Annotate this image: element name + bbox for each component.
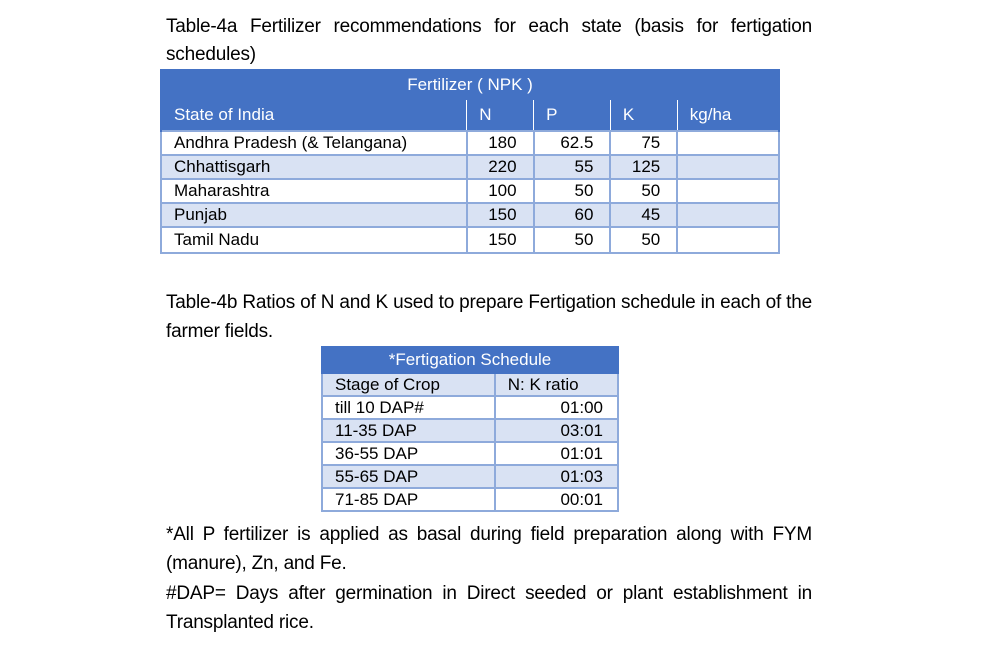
- n-cell: 150: [467, 227, 534, 253]
- fertilizer-recommendations-table: [160, 69, 780, 254]
- table-row: [161, 179, 779, 203]
- unit-cell: [677, 179, 779, 203]
- ratio-cell: 01:00: [495, 396, 618, 419]
- unit-cell: [677, 227, 779, 253]
- column-header-p: P: [534, 99, 611, 131]
- n-cell: 180: [467, 131, 534, 155]
- state-cell: Andhra Pradesh (& Telangana): [161, 131, 467, 155]
- table-4b-caption: Table-4b Ratios of N and K used to prepare Fertigation schedule in each of the farmer fields.: [166, 292, 812, 342]
- table-4b-header-row: [322, 373, 618, 396]
- fertigation-schedule-title: *Fertigation Schedule: [322, 347, 618, 373]
- column-header-k: K: [610, 99, 677, 131]
- ratio-cell: 01:01: [495, 442, 618, 465]
- column-header-ratio: N: K ratio: [495, 373, 618, 396]
- p-cell: 50: [534, 179, 611, 203]
- table-4a-header-row: [161, 99, 779, 131]
- unit-cell: [677, 155, 779, 179]
- state-cell: Chhattisgarh: [161, 155, 467, 179]
- table-4a-group-header-row: [161, 70, 779, 99]
- column-header-unit: kg/ha: [677, 99, 779, 131]
- k-cell: 50: [610, 227, 677, 253]
- stage-cell: 36-55 DAP: [322, 442, 495, 465]
- n-cell: 150: [467, 203, 534, 227]
- table-row: [322, 442, 618, 465]
- table-row: [322, 396, 618, 419]
- stage-cell: till 10 DAP#: [322, 396, 495, 419]
- column-header-stage: Stage of Crop: [322, 373, 495, 396]
- k-cell: 75: [610, 131, 677, 155]
- ratio-cell: 03:01: [495, 419, 618, 442]
- state-cell: Tamil Nadu: [161, 227, 467, 253]
- p-cell: 60: [534, 203, 611, 227]
- stage-cell: 55-65 DAP: [322, 465, 495, 488]
- column-header-state: State of India: [161, 99, 467, 131]
- table-row: [322, 488, 618, 511]
- state-cell: Punjab: [161, 203, 467, 227]
- ratio-cell: 00:01: [495, 488, 618, 511]
- p-fertilizer-note: *All P fertilizer is applied as basal during field preparation along with FYM (manure), Zn, and Fe.: [166, 524, 812, 574]
- n-cell: 100: [467, 179, 534, 203]
- unit-cell: [677, 203, 779, 227]
- table-4a-caption: Table-4a Fertilizer recommendations for each state (basis for fertigation schedules): [166, 16, 812, 65]
- table-row: [161, 203, 779, 227]
- state-cell: Maharashtra: [161, 179, 467, 203]
- stage-cell: 71-85 DAP: [322, 488, 495, 511]
- ratio-cell: 01:03: [495, 465, 618, 488]
- table-row: [161, 227, 779, 253]
- dap-definition-note: #DAP= Days after germination in Direct seeded or plant establishment in Transplanted rice.: [166, 583, 812, 633]
- p-cell: 55: [534, 155, 611, 179]
- table-4b-title-row: [322, 347, 618, 373]
- table-row: [322, 419, 618, 442]
- table-row: [322, 465, 618, 488]
- table-row: [161, 155, 779, 179]
- k-cell: 50: [610, 179, 677, 203]
- fertigation-schedule-table: [321, 346, 619, 512]
- p-cell: 62.5: [534, 131, 611, 155]
- k-cell: 125: [610, 155, 677, 179]
- unit-cell: [677, 131, 779, 155]
- k-cell: 45: [610, 203, 677, 227]
- n-cell: 220: [467, 155, 534, 179]
- table-row: [161, 131, 779, 155]
- stage-cell: 11-35 DAP: [322, 419, 495, 442]
- p-cell: 50: [534, 227, 611, 253]
- column-header-n: N: [467, 99, 534, 131]
- npk-group-header: Fertilizer ( NPK ): [161, 70, 779, 99]
